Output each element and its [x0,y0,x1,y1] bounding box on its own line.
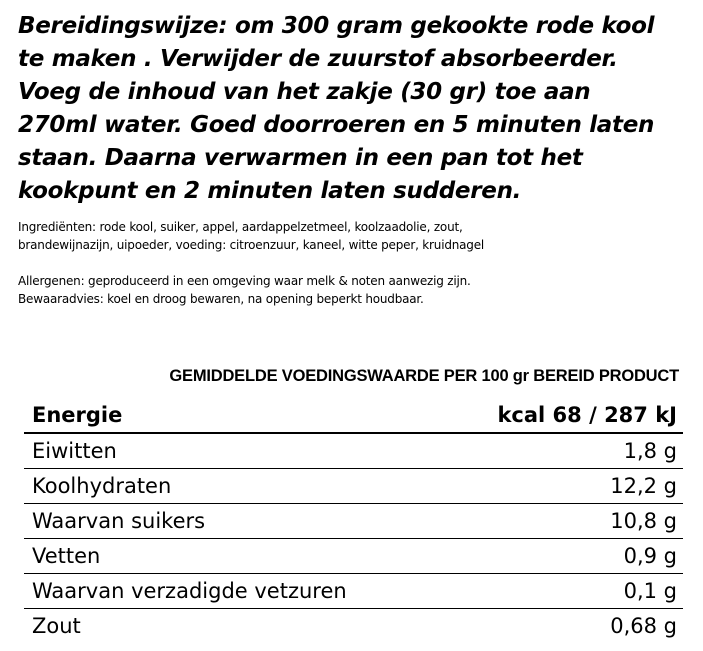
nutrient-label: Energie [24,398,439,433]
nutrition-table-title: GEMIDDELDE VOEDINGSWAARDE PER 100 gr BEREID PRODUCT [169,367,679,385]
nutrient-label: Eiwitten [24,433,439,469]
preparation-line: Voeg de inhoud van het zakje (30 gr) toe aan [18,79,591,105]
nutrient-label: Vetten [24,539,439,574]
nutrient-label: Waarvan verzadigde vetzuren [24,574,439,609]
ingredients-line: Ingrediënten: rode kool, suiker, appel, aardappelzetmeel, koolzaadolie, zout, [18,220,463,234]
allergen-storage-block [18,272,471,308]
ingredients-block [18,218,484,254]
table-row [24,574,683,609]
table-row [24,609,683,644]
nutrient-label: Waarvan suikers [24,504,439,539]
table-row [24,504,683,539]
preparation-line: te maken . Verwijder de zuurstof absorbeerder. [18,46,618,72]
preparation-line: Bereidingswijze: om 300 gram gekookte rode kool [18,13,655,39]
preparation-instructions [18,10,698,208]
nutrient-label: Koolhydraten [24,469,439,504]
nutrition-table [24,398,683,643]
ingredients-line: brandewijnazijn, uipoeder, voeding: citroenzuur, kaneel, witte peper, kruidnagel [18,238,485,252]
table-row [24,469,683,504]
preparation-line: staan. Daarna verwarmen in een pan tot het [18,145,583,171]
nutrient-value: kcal 68 / 287 kJ [439,398,683,433]
nutrient-value: 0,1 g [439,574,683,609]
preparation-line: kookpunt en 2 minuten laten sudderen. [18,178,522,204]
table-row [24,398,683,433]
storage-text: Bewaaradvies: koel en droog bewaren, na opening beperkt houdbaar. [18,292,424,306]
preparation-line: 270ml water. Goed doorroeren en 5 minuten laten [18,112,655,138]
nutrient-value: 12,2 g [439,469,683,504]
nutrient-value: 0,9 g [439,539,683,574]
nutrient-value: 0,68 g [610,614,677,638]
nutrient-label: Zout [32,614,81,638]
allergens-text: Allergenen: geproduceerd in een omgeving waar melk & noten aanwezig zijn. [18,274,471,288]
nutrient-value: 10,8 g [439,504,683,539]
table-row [24,539,683,574]
nutrient-value: 1,8 g [439,433,683,469]
table-row [24,433,683,469]
